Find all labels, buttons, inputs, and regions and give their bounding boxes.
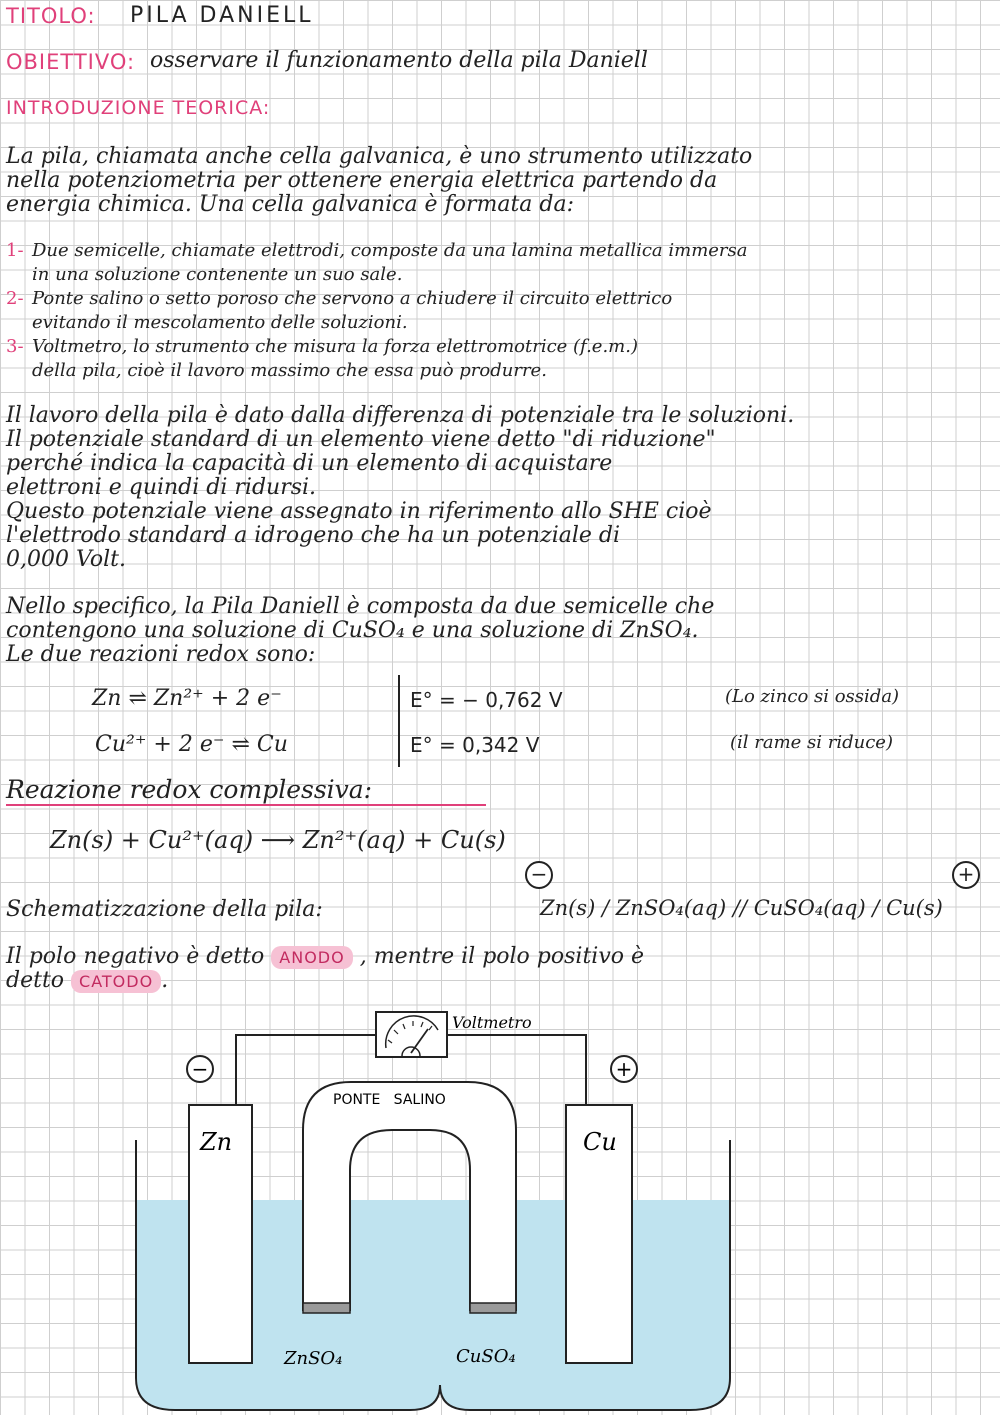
reaction-1-note: (Lo zinco si ossida) <box>725 686 900 707</box>
title-value: PILA DANIELL <box>130 3 314 28</box>
redox-title: Reazione redox complessiva: <box>6 775 373 804</box>
schema-positive-pole-icon: + <box>952 861 980 889</box>
diagram-neg-sign: − <box>191 1057 209 1081</box>
list-item-1-line-1: Due semicelle, chiamate elettrodi, composte da una lamina metallica immersa <box>32 240 748 261</box>
voltmeter-label: Voltmetro <box>452 1013 532 1032</box>
list-item-3-line-2: della pila, cioè il lavoro massimo che essa può produrre. <box>32 360 547 381</box>
list-num-1: 1- <box>6 240 24 261</box>
polo-line-2: detto CATODO . <box>6 968 169 993</box>
reaction-1-potential: E° = − 0,762 V <box>410 688 563 712</box>
objective-value: osservare il funzionamento della pila Daniell <box>150 48 648 73</box>
list-num-3: 3- <box>6 336 24 357</box>
list-item-2-line-2: evitando il mescolamento delle soluzioni. <box>32 312 408 333</box>
right-frit <box>470 1303 516 1313</box>
reaction-2-potential: E° = 0,342 V <box>410 733 540 757</box>
para3-line-1: Nello specifico, la Pila Daniell è composta da due semicelle che <box>6 594 715 619</box>
para2-line-3: perché indica la capacità di un elemento di acquistare <box>6 451 613 476</box>
schema-negative-pole-icon: − <box>525 861 553 889</box>
left-frit <box>303 1303 350 1313</box>
list-item-3-line-1: Voltmetro, lo strumento che misura la forza elettromotrice (f.e.m.) <box>32 336 638 357</box>
schema-equation: Zn(s) / ZnSO₄(aq) // CuSO₄(aq) / Cu(s) <box>540 896 943 920</box>
redox-equation: Zn(s) + Cu²⁺(aq) ⟶ Zn²⁺(aq) + Cu(s) <box>50 826 506 854</box>
left-solution <box>136 1200 440 1410</box>
intro-heading: INTRODUZIONE TEORICA: <box>6 97 271 119</box>
reaction-2-note: (il rame si riduce) <box>730 732 893 753</box>
intro-line-2: nella potenziometria per ottenere energia elettrica partendo da <box>6 168 718 193</box>
reaction-2-equation: Cu²⁺ + 2 e⁻ ⇌ Cu <box>95 732 288 757</box>
copper-label: Cu <box>583 1128 617 1156</box>
polo-line-1: Il polo negativo è detto ANODO , mentre il polo positivo è <box>6 944 645 969</box>
diagram-pos-sign: + <box>615 1057 633 1081</box>
reaction-1-equation: Zn ⇌ Zn²⁺ + 2 e⁻ <box>92 686 282 711</box>
list-item-2-line-1: Ponte salino o setto poroso che servono a chiudere il circuito elettrico <box>32 288 673 309</box>
catodo-highlight: CATODO <box>71 970 161 993</box>
intro-line-1: La pila, chiamata anche cella galvanica, è uno strumento utilizzato <box>6 144 753 169</box>
list-num-2: 2- <box>6 288 24 309</box>
list-item-1-line-2: in una soluzione contenente un suo sale. <box>32 264 403 285</box>
zinc-label: Zn <box>200 1128 233 1156</box>
para2-line-6: l'elettrodo standard a idrogeno che ha un potenziale di <box>6 523 621 548</box>
para2-line-2: Il potenziale standard di un elemento viene detto "di riduzione" <box>6 427 716 452</box>
para3-line-3: Le due reazioni redox sono: <box>6 642 316 667</box>
title-label: TITOLO: <box>6 4 96 28</box>
intro-line-3: energia chimica. Una cella galvanica è formata da: <box>6 192 575 217</box>
right-solution-label: CuSO₄ <box>456 1346 516 1367</box>
schema-label: Schematizzazione della pila: <box>6 897 323 922</box>
voltmeter-icon <box>376 1012 447 1057</box>
para2-line-5: Questo potenziale viene assegnato in riferimento allo SHE cioè <box>6 499 712 524</box>
salt-bridge-label: PONTE SALINO <box>333 1092 446 1108</box>
anodo-highlight: ANODO <box>271 946 352 969</box>
objective-label: OBIETTIVO: <box>6 50 136 74</box>
left-solution-label: ZnSO₄ <box>284 1348 343 1369</box>
para3-line-2: contengono una soluzione di CuSO₄ e una soluzione di ZnSO₄. <box>6 618 699 643</box>
para2-line-4: elettroni e quindi di ridursi. <box>6 475 317 500</box>
para2-line-7: 0,000 Volt. <box>6 547 126 572</box>
para2-line-1: Il lavoro della pila è dato dalla differenza di potenziale tra le soluzioni. <box>6 403 795 428</box>
